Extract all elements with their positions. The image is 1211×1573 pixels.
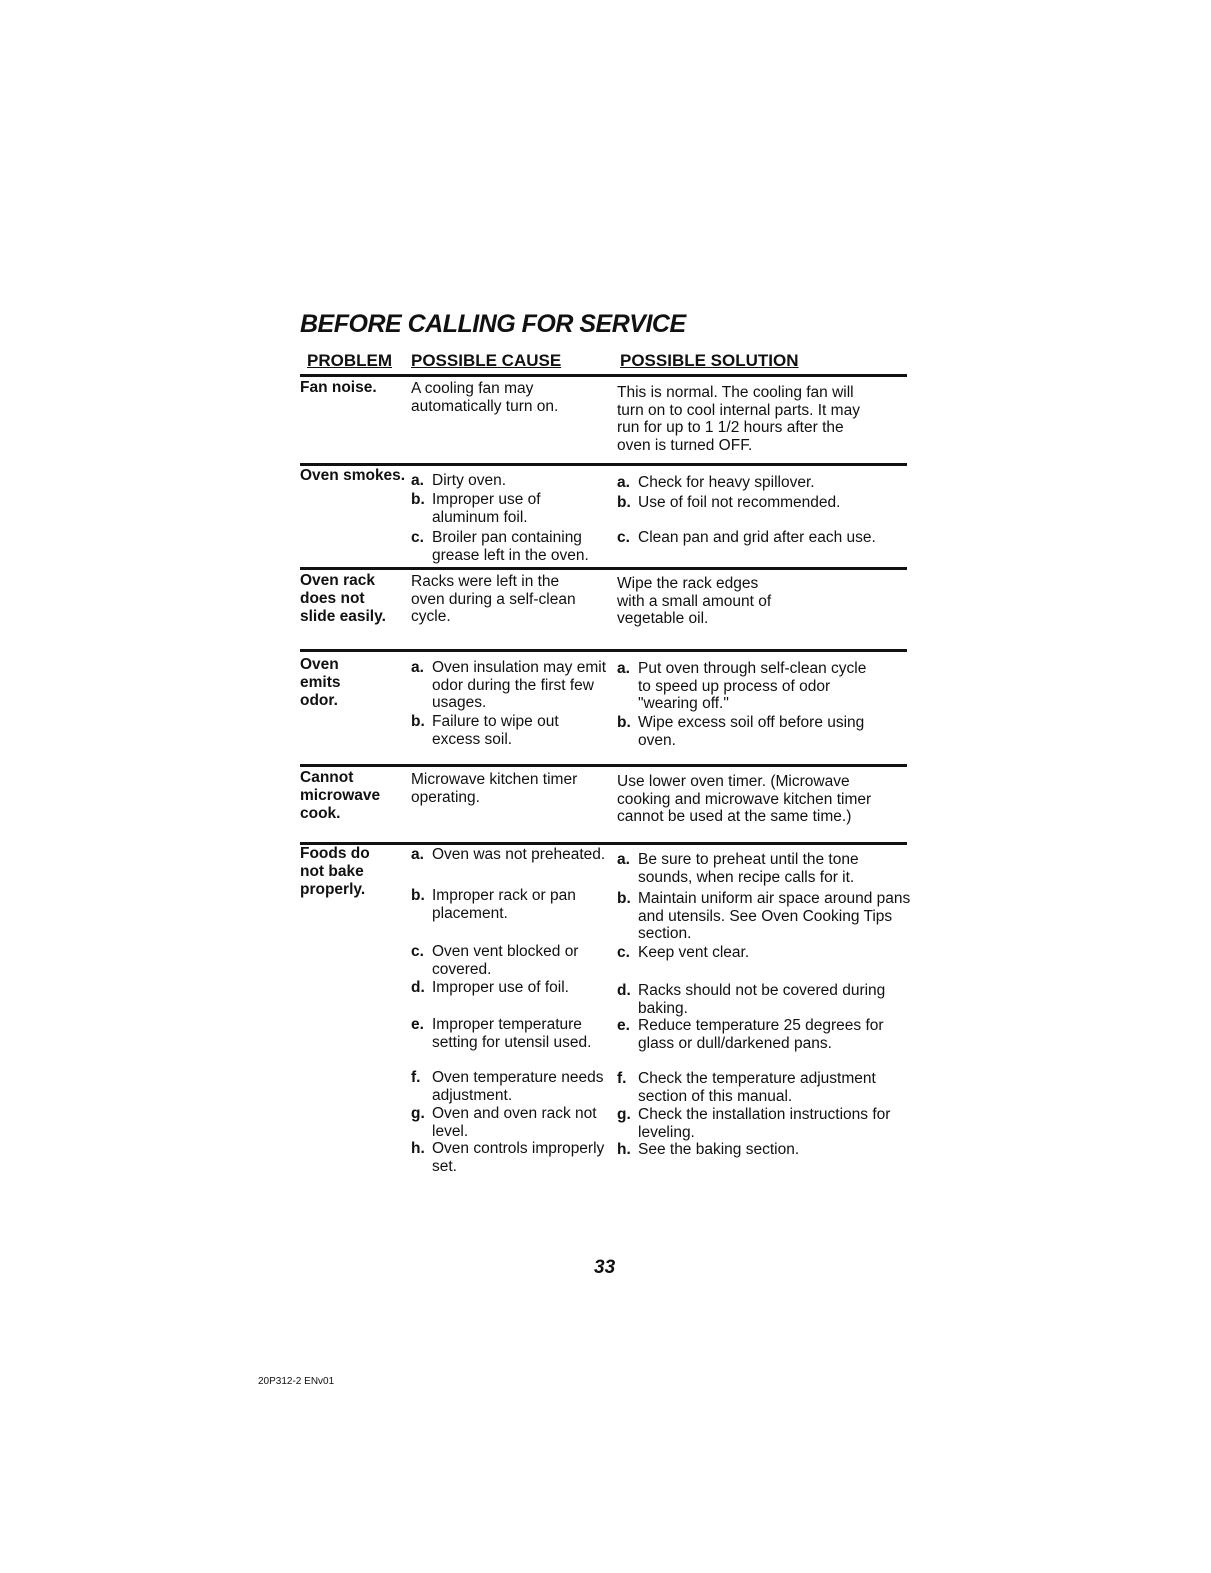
solution-item [617, 944, 749, 962]
cause-item [411, 1140, 604, 1175]
problem-oven-smokes: Oven smokes. [300, 467, 406, 484]
problem-fan-noise: Fan noise. [300, 379, 377, 396]
cause-item [411, 846, 605, 864]
item-text: Dirty oven. [432, 472, 507, 489]
item-text: Keep vent clear. [638, 944, 750, 961]
item-letter: f. [411, 1069, 421, 1086]
cause-item [411, 887, 576, 922]
header-cause: POSSIBLE CAUSE [411, 351, 562, 370]
item-text: Be sure to preheat until the tone sounds, when recipe calls for it. [638, 851, 859, 886]
item-letter: c. [411, 943, 424, 960]
cause-item [411, 1016, 591, 1051]
item-letter: g. [617, 1106, 631, 1123]
item-letter: a. [617, 660, 630, 677]
page-number: 33 [594, 1257, 616, 1278]
item-text: Wipe excess soil off before using oven. [638, 714, 865, 749]
solution-item [617, 890, 910, 943]
item-letter: b. [617, 494, 631, 511]
solution-item [617, 494, 840, 512]
problem-oven-rack: Oven rack does not slide easily. [300, 572, 386, 625]
row-divider [300, 764, 907, 767]
solution-item [617, 1017, 884, 1052]
item-letter: d. [617, 982, 631, 999]
item-text: Maintain uniform air space around pans and utensils. See Oven Cooking Tips section. [638, 890, 911, 942]
item-text: Improper rack or pan placement. [432, 887, 576, 922]
item-letter: f. [617, 1070, 627, 1087]
cause-item [411, 529, 589, 564]
document-code: 20P312-2 ENv01 [258, 1376, 335, 1387]
item-text: Improper use of foil. [432, 979, 569, 996]
item-letter: a. [411, 846, 424, 863]
item-letter: a. [411, 472, 424, 489]
solution-item [617, 851, 859, 886]
item-text: Failure to wipe out excess soil. [432, 713, 559, 748]
problem-foods-bake: Foods do not bake properly. [300, 845, 370, 898]
cause-text: A cooling fan may automatically turn on. [411, 380, 559, 415]
item-text: Put oven through self-clean cycle to speed up process of odor "wearing off." [638, 660, 867, 712]
item-text: Clean pan and grid after each use. [638, 529, 876, 546]
item-text: Oven temperature needs adjustment. [432, 1069, 604, 1104]
header-rule [300, 374, 907, 377]
cause-item [411, 1069, 603, 1104]
item-text: Oven and oven rack not level. [432, 1105, 597, 1140]
item-letter: a. [617, 851, 630, 868]
solution-item [617, 982, 885, 1017]
item-text: Oven controls improperly set. [432, 1140, 605, 1175]
cause-item [411, 472, 506, 490]
cause-item [411, 1105, 597, 1140]
item-letter: e. [617, 1017, 630, 1034]
cause-item [411, 979, 569, 997]
solution-text: Wipe the rack edges with a small amount of vegetable oil. [617, 575, 772, 627]
item-text: Check the temperature adjustment section of this manual. [638, 1070, 876, 1105]
page-title: BEFORE CALLING FOR SERVICE [300, 310, 686, 338]
item-letter: c. [617, 529, 630, 546]
item-text: Reduce temperature 25 degrees for glass or dull/darkened pans. [638, 1017, 884, 1052]
item-letter: h. [411, 1140, 425, 1157]
solution-item [617, 714, 864, 749]
row-divider [300, 463, 907, 466]
solution-text: Use lower oven timer. (Microwave cooking and microwave kitchen timer cannot be used at the same time.) [617, 773, 872, 825]
item-letter: e. [411, 1016, 424, 1033]
item-letter: c. [617, 944, 630, 961]
item-text: Racks should not be covered during baking. [638, 982, 886, 1017]
solution-item [617, 1141, 799, 1159]
row-divider [300, 842, 907, 845]
item-letter: a. [617, 474, 630, 491]
cause-item [411, 713, 559, 748]
item-text: Check for heavy spillover. [638, 474, 815, 491]
item-text: Oven vent blocked or covered. [432, 943, 579, 978]
item-text: See the baking section. [638, 1141, 800, 1158]
item-text: Check the installation instructions for leveling. [638, 1106, 891, 1141]
header-problem: PROBLEM [307, 351, 392, 370]
header-solution: POSSIBLE SOLUTION [620, 351, 799, 370]
item-letter: h. [617, 1141, 631, 1158]
solution-item [617, 660, 866, 713]
item-letter: g. [411, 1105, 425, 1122]
cause-text: Racks were left in the oven during a self-clean cycle. [411, 573, 576, 625]
solution-text: This is normal. The cooling fan will turn on to cool internal parts. It may run for up to 1 1/2 hours after the oven is turned OFF. [617, 384, 860, 454]
item-letter: a. [411, 659, 424, 676]
item-text: Use of foil not recommended. [638, 494, 841, 511]
solution-item [617, 474, 815, 492]
solution-item [617, 1070, 876, 1105]
problem-oven-odor: Oven emits odor. [300, 656, 341, 709]
cause-text: Microwave kitchen timer operating. [411, 771, 578, 806]
item-text: Oven was not preheated. [432, 846, 606, 863]
item-letter: c. [411, 529, 424, 546]
row-divider [300, 649, 907, 652]
item-letter: b. [411, 491, 425, 508]
item-text: Oven insulation may emit odor during the first few usages. [432, 659, 607, 711]
item-letter: d. [411, 979, 425, 996]
row-divider [300, 567, 907, 570]
solution-item [617, 1106, 890, 1141]
problem-cannot-microwave: Cannot microwave cook. [300, 769, 381, 822]
item-letter: b. [617, 714, 631, 731]
item-letter: b. [411, 713, 425, 730]
cause-item [411, 943, 578, 978]
solution-item [617, 529, 876, 547]
item-letter: b. [617, 890, 631, 907]
item-text: Improper use of aluminum foil. [432, 491, 541, 526]
item-letter: b. [411, 887, 425, 904]
cause-item [411, 491, 541, 526]
item-text: Improper temperature setting for utensil used. [432, 1016, 592, 1051]
item-text: Broiler pan containing grease left in the oven. [432, 529, 589, 564]
cause-item [411, 659, 606, 712]
